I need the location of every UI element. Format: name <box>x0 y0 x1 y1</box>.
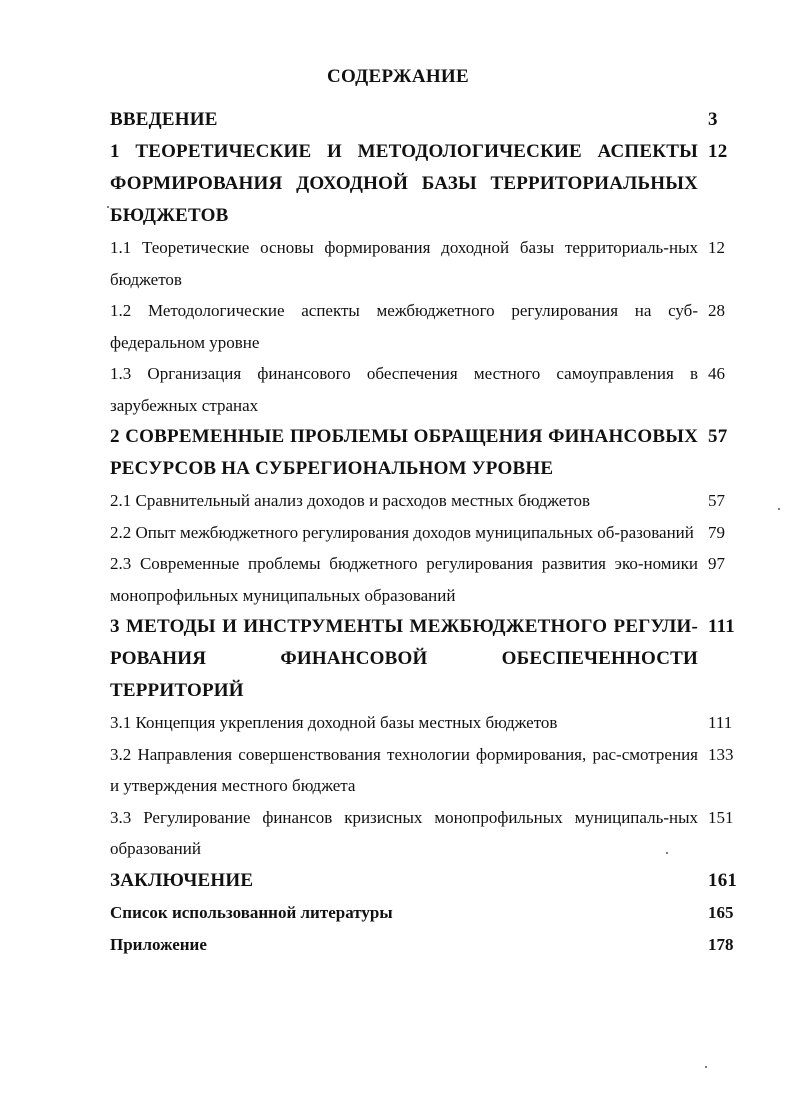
toc-entry-page: 151 <box>708 807 734 827</box>
toc-entry-references <box>110 897 740 929</box>
toc-entry-chapter-1 <box>110 136 740 232</box>
table-of-contents <box>110 104 740 961</box>
toc-entry-title: 2.3 Современные проблемы бюджетного регулирования развития эко-номики монопрофильных муниципальных образований <box>110 554 698 605</box>
toc-entry-title: 1 ТЕОРЕТИЧЕСКИЕ И МЕТОДОЛОГИЧЕСКИЕ АСПЕКТЫ ФОРМИРОВАНИЯ ДОХОДНОЙ БАЗЫ ТЕРРИТОРИАЛЬНЫХ БЮДЖЕТОВ <box>110 141 698 226</box>
toc-entry-page: 111 <box>708 616 736 637</box>
scan-speck <box>107 206 109 208</box>
toc-entry-title: 3.2 Направления совершенствования технологии формирования, рас-смотрения и утверждения местного бюджета <box>110 744 698 795</box>
toc-entry-title: 1.2 Методологические аспекты межбюджетного регулирования на суб-федеральном уровне <box>110 301 698 352</box>
scan-speck <box>778 508 780 510</box>
toc-entry-introduction <box>110 104 740 136</box>
toc-entry-section-2-1 <box>110 485 740 517</box>
toc-entry-title: 2.1 Сравнительный анализ доходов и расходов местных бюджетов <box>110 491 590 510</box>
toc-entry-page: 161 <box>708 869 738 891</box>
toc-entry-chapter-3 <box>110 611 740 707</box>
scan-speck <box>705 1066 707 1068</box>
toc-entry-title: 1.3 Организация финансового обеспечения местного самоуправления в зарубежных странах <box>110 364 698 415</box>
scan-speck <box>666 852 668 854</box>
toc-entry-section-1-1 <box>110 232 740 295</box>
toc-entry-title: ВВЕДЕНИЕ <box>110 109 218 130</box>
toc-entry-title: ЗАКЛЮЧЕНИЕ <box>110 869 254 891</box>
toc-entry-chapter-2 <box>110 421 740 485</box>
toc-entry-page: 178 <box>708 934 734 954</box>
toc-entry-section-1-2 <box>110 295 740 358</box>
toc-entry-section-3-3 <box>110 802 740 865</box>
toc-entry-title: 3.3 Регулирование финансов кризисных монопрофильных муниципаль-ных образований <box>110 807 698 858</box>
toc-entry-section-3-2 <box>110 739 740 802</box>
toc-entry-title: 1.1 Теоретические основы формирования доходной базы территориаль-ных бюджетов <box>110 238 698 289</box>
toc-entry-page: 57 <box>708 491 725 510</box>
toc-entry-page: 28 <box>708 301 725 320</box>
page-title: СОДЕРЖАНИЕ <box>327 66 469 87</box>
toc-entry-title: 3.1 Концепция укрепления доходной базы местных бюджетов <box>110 713 558 732</box>
toc-entry-appendix <box>110 929 740 961</box>
toc-entry-page: 3 <box>708 109 718 130</box>
toc-entry-section-1-3 <box>110 358 740 421</box>
toc-entry-title: 3 МЕТОДЫ И ИНСТРУМЕНТЫ МЕЖБЮДЖЕТНОГО РЕГУЛИ-РОВАНИЯ ФИНАНСОВОЙ ОБЕСПЕЧЕННОСТИ ТЕРРИТОРИЙ <box>110 616 698 701</box>
toc-entry-section-2-2 <box>110 517 740 549</box>
toc-entry-page: 12 <box>708 238 725 257</box>
toc-entry-title: 2 СОВРЕМЕННЫЕ ПРОБЛЕМЫ ОБРАЩЕНИЯ ФИНАНСОВЫХ РЕСУРСОВ НА СУБРЕГИОНАЛЬНОМ УРОВНЕ <box>110 426 698 479</box>
toc-entry-page: 46 <box>708 364 725 383</box>
toc-entry-page: 57 <box>708 426 728 447</box>
toc-entry-conclusion <box>110 865 740 897</box>
toc-entry-page: 12 <box>708 141 728 162</box>
toc-entry-page: 97 <box>708 554 725 573</box>
toc-entry-title: Приложение <box>110 934 207 954</box>
toc-entry-page: 79 <box>708 522 725 542</box>
toc-entry-title: 2.2 Опыт межбюджетного регулирования доходов муниципальных об-разований <box>110 522 694 542</box>
toc-entry-section-2-3 <box>110 548 740 611</box>
toc-entry-page: 111 <box>708 713 733 732</box>
toc-entry-page: 165 <box>708 902 734 922</box>
toc-entry-page: 133 <box>708 744 734 764</box>
toc-entry-title: Список использованной литературы <box>110 902 393 922</box>
toc-entry-section-3-1 <box>110 707 740 739</box>
